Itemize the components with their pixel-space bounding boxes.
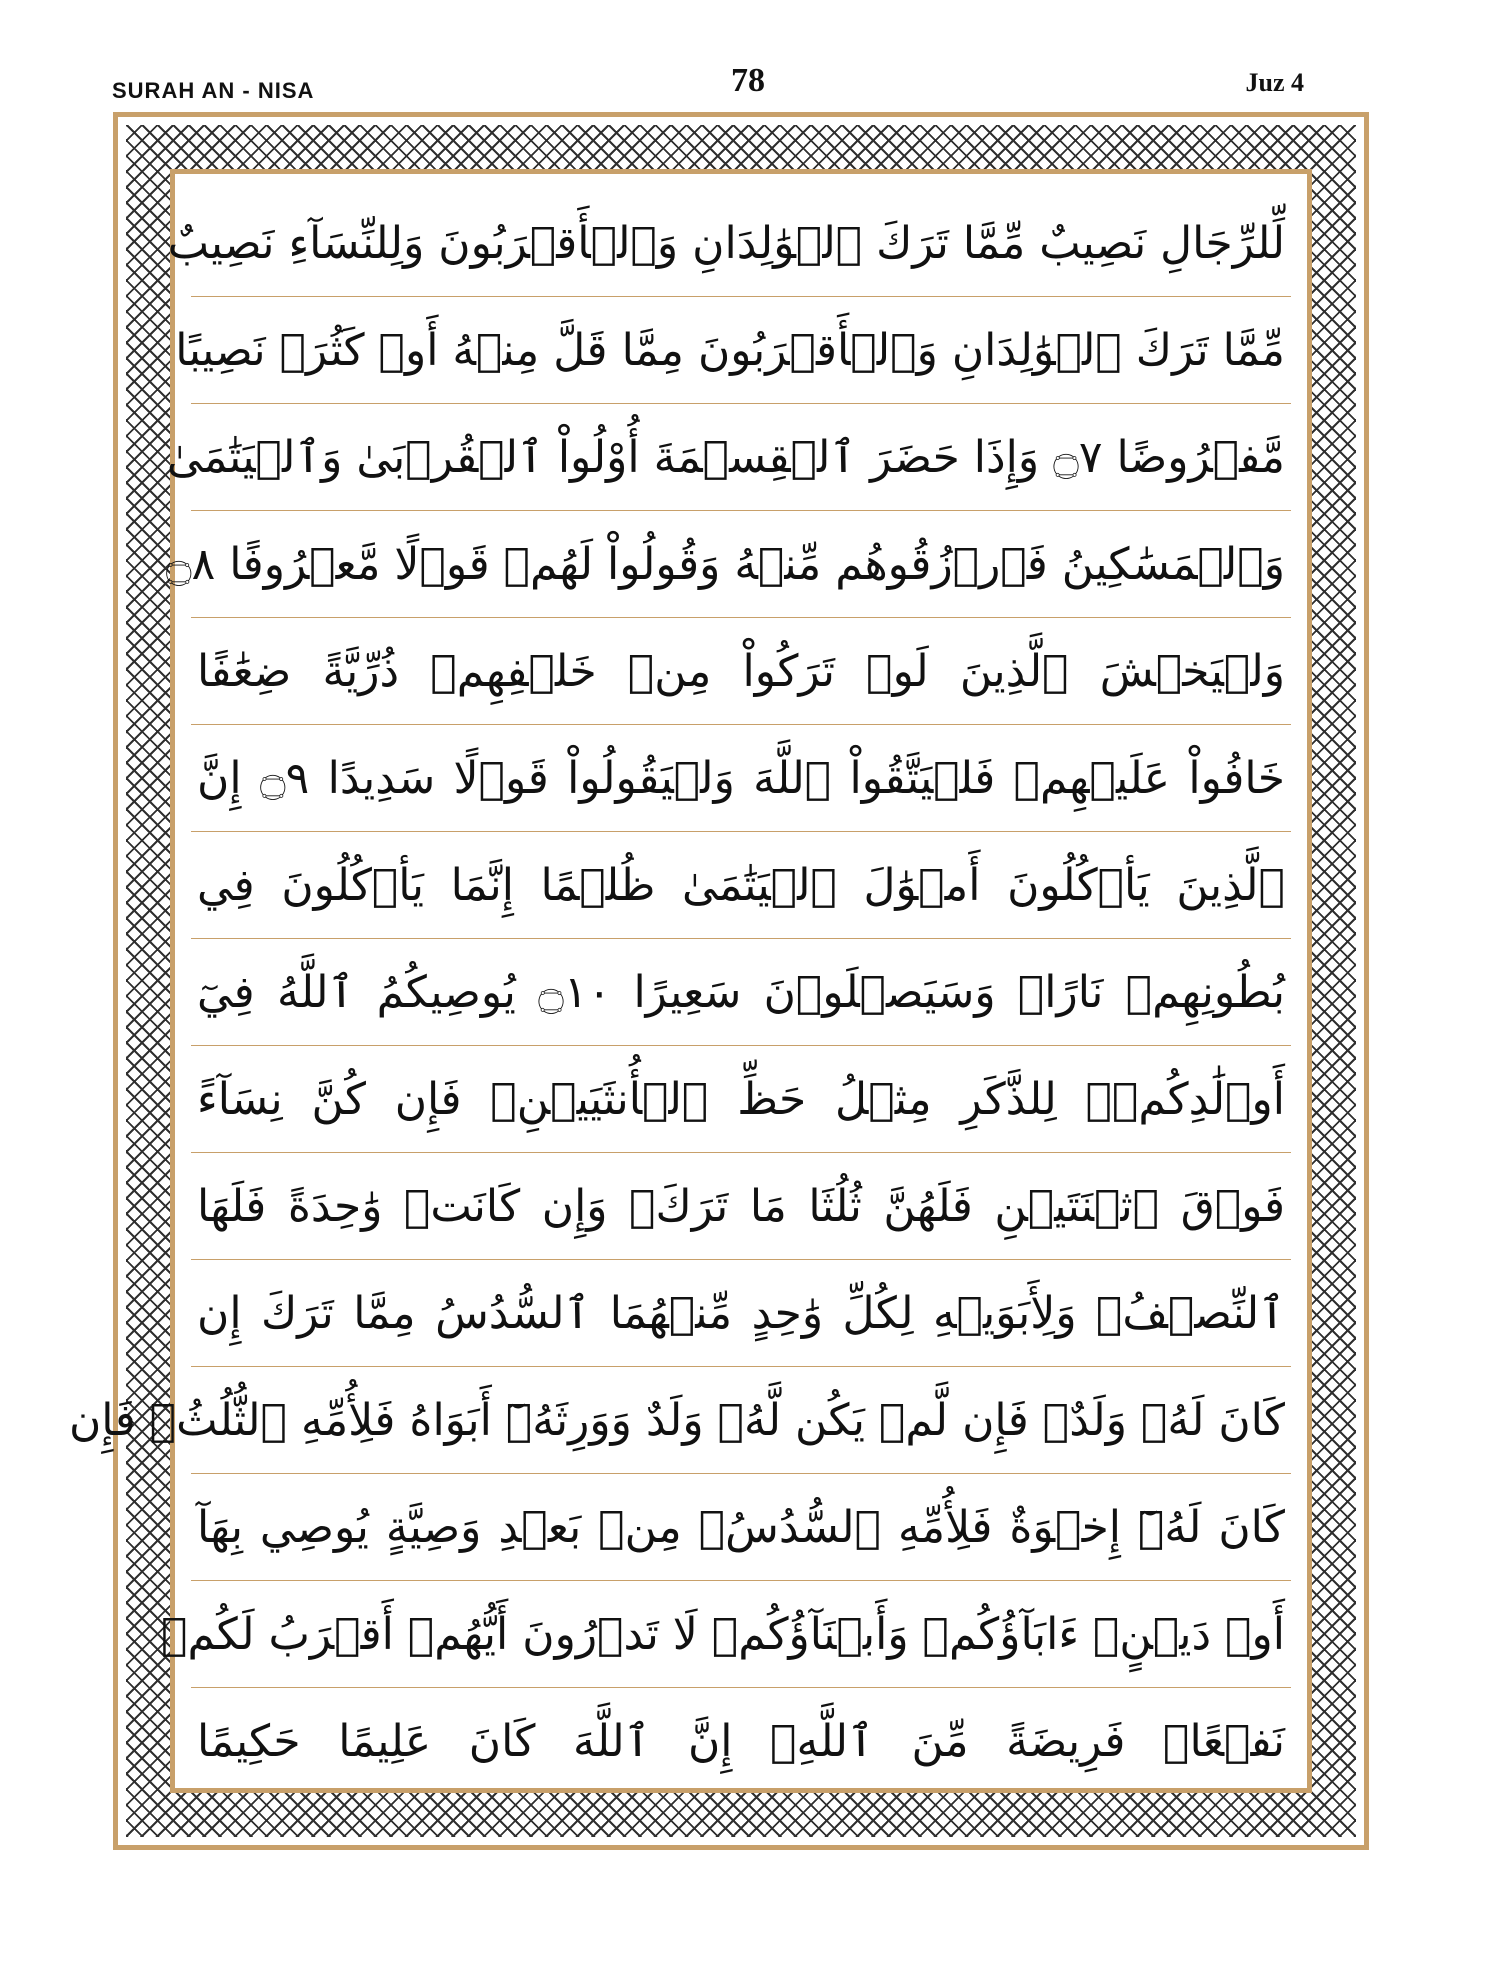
- juz-label: Juz 4: [1245, 68, 1304, 97]
- verse-line: وَلۡيَخۡشَ ٱلَّذِينَ لَوۡ تَرَكُواْ مِنۡ خَلۡفِهِمۡ ذُرِّيَّةً ضِعَٰفًا: [191, 618, 1291, 725]
- verse-line: ٱلَّذِينَ يَأۡكُلُونَ أَمۡوَٰلَ ٱلۡيَتَٰمَىٰ ظُلۡمًا إِنَّمَا يَأۡكُلُونَ فِي: [191, 832, 1291, 939]
- page-number: 78: [731, 62, 765, 99]
- verse-line: نَفۡعًاۚ فَرِيضَةً مِّنَ ٱللَّهِۗ إِنَّ ٱللَّهَ كَانَ عَلِيمًا حَكِيمًا: [197, 1716, 1285, 1767]
- verse-line: أَوۡلَٰدِكُمۡۖ لِلذَّكَرِ مِثۡلُ حَظِّ ٱلۡأُنثَيَيۡنِۚ فَإِن كُنَّ نِسَآءً: [191, 1046, 1291, 1153]
- text-frame: [68, 169, 1312, 1793]
- verse-line: كَانَ لَهُۥ وَلَدٌۚ فَإِن لَّمۡ يَكُن لَّهُۥ وَلَدٌ وَوَرِثَهُۥٓ أَبَوَاهُ فَلِأُمِّهِ ٱلثُّلُثُۚ فَإِن: [191, 1367, 1291, 1474]
- verse-line: خَافُواْ عَلَيۡهِمۡ فَلۡيَتَّقُواْ ٱللَّهَ وَلۡيَقُولُواْ قَوۡلًا سَدِيدًا ۝٩ إِنَّ: [191, 725, 1291, 832]
- verse-line: أَوۡ دَيۡنٍۗ ءَابَآؤُكُمۡ وَأَبۡنَآؤُكُمۡ لَا تَدۡرُونَ أَيُّهُمۡ أَقۡرَبُ لَكُمۡ: [191, 1581, 1291, 1688]
- verse-line: لِّلرِّجَالِ نَصِيبٌ مِّمَّا تَرَكَ ٱلۡوَٰلِدَانِ وَٱلۡأَقۡرَبُونَ وَلِلنِّسَآءِ نَصِيبٌ: [191, 190, 1291, 297]
- surah-name: SURAH AN - NISA: [112, 78, 315, 103]
- verse-line: مَّفۡرُوضًا ۝٧ وَإِذَا حَضَرَ ٱلۡقِسۡمَةَ أُوْلُواْ ٱلۡقُرۡبَىٰ وَٱلۡيَتَٰمَىٰ: [191, 404, 1291, 511]
- verse-line: فَوۡقَ ٱثۡنَتَيۡنِ فَلَهُنَّ ثُلُثَا مَا تَرَكَۖ وَإِن كَانَتۡ وَٰحِدَةً فَلَهَا: [191, 1153, 1291, 1260]
- verse-line: بُطُونِهِمۡ نَارًاۖ وَسَيَصۡلَوۡنَ سَعِيرًا ۝١٠ يُوصِيكُمُ ٱللَّهُ فِيٓ: [191, 939, 1291, 1046]
- verse-line: كَانَ لَهُۥٓ إِخۡوَةٌ فَلِأُمِّهِ ٱلسُّدُسُۚ مِنۢ بَعۡدِ وَصِيَّةٍ يُوصِي بِهَآ: [191, 1474, 1291, 1581]
- verse-line: وَٱلۡمَسَٰكِينُ فَٱرۡزُقُوهُم مِّنۡهُ وَقُولُواْ لَهُمۡ قَوۡلًا مَّعۡرُوفًا ۝٨: [191, 511, 1291, 618]
- verse-line: ٱلنِّصۡفُۚ وَلِأَبَوَيۡهِ لِكُلِّ وَٰحِدٍ مِّنۡهُمَا ٱلسُّدُسُ مِمَّا تَرَكَ إِن: [191, 1260, 1291, 1367]
- page-frame: [68, 112, 1369, 1850]
- page-header: [0, 0, 1496, 110]
- verse-text-area: [68, 190, 1291, 1772]
- verse-line: مِّمَّا تَرَكَ ٱلۡوَٰلِدَانِ وَٱلۡأَقۡرَبُونَ مِمَّا قَلَّ مِنۡهُ أَوۡ كَثُرَۚ نَصِيبًا: [191, 297, 1291, 404]
